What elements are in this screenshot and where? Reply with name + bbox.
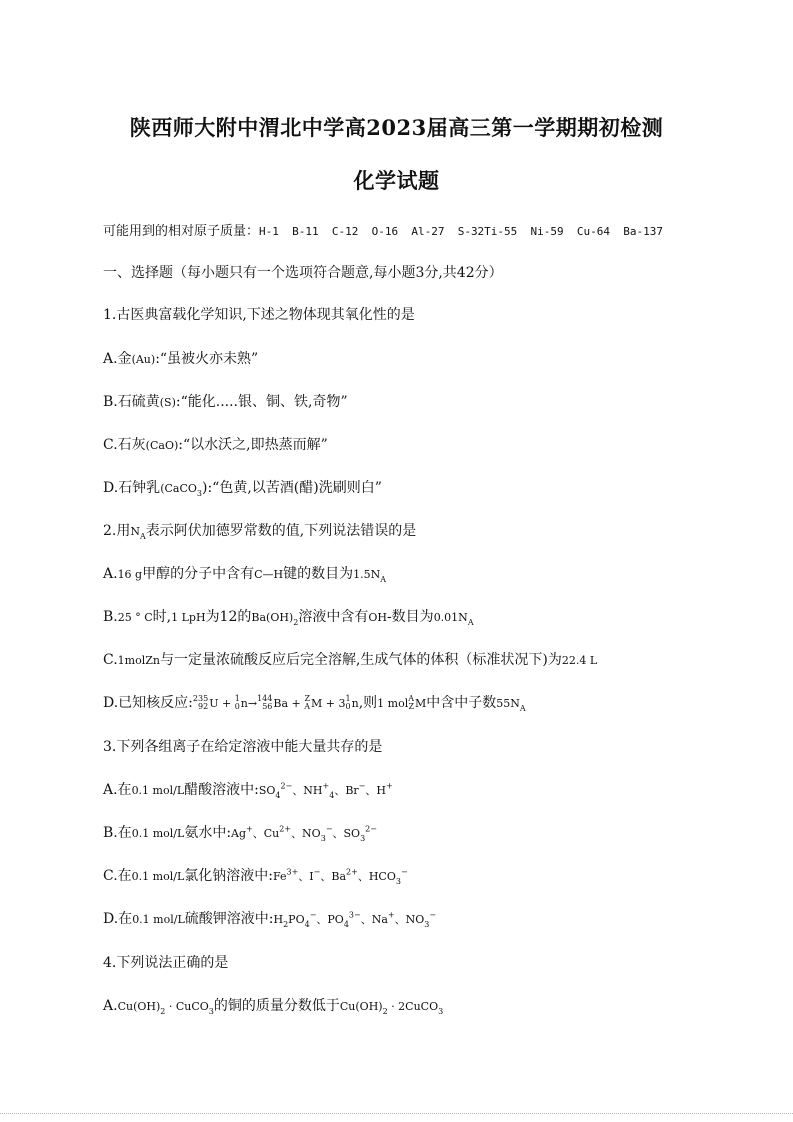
option-text: 硫酸钾溶液中: — [184, 911, 274, 927]
superscript: 2+ — [346, 867, 358, 877]
option-text: 的铜的质量分数低于 — [213, 998, 340, 1014]
atomic-mass-values: H-1 B-11 C-12 O-16 Al-27 S-32Ti-55 Ni-59 Cu-64 Ba-137 — [259, 225, 663, 238]
superscript: 3− — [348, 910, 361, 920]
formula: · 2CuCO — [387, 1000, 439, 1013]
option-text: 氯化钠溶液中: — [184, 868, 273, 884]
superscript: + — [387, 910, 395, 920]
question-2-option-d — [103, 692, 526, 713]
formula: N — [130, 525, 140, 538]
atomic-number: Z — [408, 702, 415, 711]
formula: 55N — [496, 697, 520, 710]
option-text: B.石硫黄 — [103, 394, 160, 410]
formula: Ag — [231, 827, 247, 840]
superscript: 2+ — [279, 824, 292, 834]
page-bottom-divider — [0, 1113, 793, 1114]
question-1-option-b — [103, 391, 348, 411]
option-text: -数目为 — [386, 609, 434, 625]
subscript: 3 — [424, 919, 430, 929]
atomic-number: 92 — [198, 702, 209, 711]
formula: OH — [368, 611, 387, 624]
option-text: 溶液中含有 — [298, 609, 369, 625]
question-1-option-d — [103, 477, 382, 498]
subscript: A — [467, 617, 474, 627]
formula: 1.5N — [353, 568, 381, 581]
atomic-number: 0 — [345, 702, 351, 711]
formula: (S) — [159, 396, 176, 409]
option-text: 氨水中: — [184, 825, 232, 841]
subscript: A — [519, 703, 526, 713]
formula: 、Cu — [252, 827, 280, 840]
atomic-number: 56 — [262, 702, 273, 711]
mass-number: 235 — [192, 694, 209, 703]
option-text: C.石灰 — [103, 437, 146, 453]
option-text: D.已知核反应: — [103, 695, 193, 711]
formula: U — [209, 697, 219, 710]
formula: Cu(OH) — [339, 1000, 383, 1013]
mass-number: A — [408, 694, 415, 703]
question-1-stem: 1.古医典富载化学知识,下述之物体现其氧化性的是 — [103, 307, 415, 323]
nuclide-index — [304, 695, 310, 711]
nuclide-index — [346, 695, 351, 711]
formula: 0.1 mol/L — [131, 784, 185, 797]
option-text: :“虽被火亦未熟” — [155, 351, 259, 367]
formula: PO — [288, 913, 305, 926]
superscript: − — [358, 781, 366, 791]
mass-number: 1 — [234, 694, 240, 703]
atomic-mass-line — [103, 220, 663, 239]
question-2-option-c — [103, 649, 597, 669]
superscript: − — [325, 824, 333, 834]
superscript: − — [313, 867, 321, 877]
option-text: A. — [103, 998, 118, 1014]
subscript: 3 — [360, 833, 366, 843]
question-4-option-a — [103, 995, 443, 1016]
formula: Ba — [273, 697, 289, 710]
formula: Ba(OH) — [251, 611, 294, 624]
subscript: 4 — [304, 919, 310, 929]
formula: H — [273, 913, 284, 926]
subscript: A — [380, 574, 387, 584]
option-text: B. — [103, 609, 118, 625]
formula: 、H — [365, 784, 386, 797]
option-text: :“色黄,以苦酒(醋)洗刷则白” — [207, 480, 382, 496]
option-text: A. — [103, 566, 118, 582]
superscript: − — [429, 910, 437, 920]
option-text: A.在 — [103, 782, 132, 798]
nuclide-index — [408, 695, 414, 711]
nuclide-index — [257, 695, 272, 711]
option-text: :“能化.....银、铜、铁,奇物” — [175, 394, 348, 410]
subscript: 4 — [343, 919, 349, 929]
formula: 22.4 L — [561, 654, 598, 667]
superscript: 2− — [365, 824, 377, 834]
formula: (Au) — [131, 353, 156, 366]
formula: ) — [201, 480, 208, 496]
nuclide-index — [193, 695, 208, 711]
formula: M — [311, 697, 323, 710]
option-text: ,则 — [358, 695, 378, 711]
arrow-icon: → — [247, 697, 258, 710]
superscript: + — [246, 824, 253, 834]
section-heading: 一、选择题（每小题只有一个选项符合题意,每小题3分,共42分） — [103, 265, 503, 281]
question-2-stem — [103, 520, 416, 541]
option-text: B.在 — [103, 825, 132, 841]
formula: 0.1 mol/L — [132, 913, 185, 926]
formula: 、NH — [292, 784, 323, 797]
option-text: 时, — [152, 609, 172, 625]
subscript: 3 — [208, 1006, 214, 1016]
formula: 、Ba — [320, 870, 347, 883]
superscript: + — [322, 781, 330, 791]
option-text: 与一定量浓硫酸反应后完全溶解,生成气体的体积（标准状况下)为 — [159, 652, 562, 668]
formula: + 3 — [322, 697, 346, 710]
option-text: 为12的 — [205, 609, 252, 625]
option-text: C.在 — [103, 868, 132, 884]
nuclide-index — [235, 695, 240, 711]
superscript: + — [385, 781, 393, 791]
subscript: 2 — [283, 919, 289, 929]
question-3-option-b — [103, 822, 377, 843]
formula: n — [240, 697, 248, 710]
formula: 0.1 mol/L — [131, 827, 185, 840]
formula: 0.1 mol/L — [131, 870, 185, 883]
mass-number: Z — [304, 694, 311, 703]
question-1-option-c — [103, 434, 328, 454]
formula: 、NO — [394, 913, 425, 926]
exam-subtitle: 化学试题 — [353, 168, 440, 193]
superscript: − — [309, 910, 317, 920]
formula: Cu(OH) — [117, 1000, 161, 1013]
formula: + — [218, 697, 235, 710]
subscript: 2 — [293, 617, 299, 627]
option-text: 甲醇的分子中含有 — [142, 566, 255, 582]
subscript: 3 — [438, 1006, 444, 1016]
question-4-stem: 4.下列说法正确的是 — [103, 955, 229, 971]
question-3-option-d — [103, 908, 436, 929]
atomic-number: 0 — [234, 702, 240, 711]
option-text: 键的数目为 — [283, 566, 354, 582]
formula: 、PO — [316, 913, 344, 926]
question-3-stem: 3.下列各组离子在给定溶液中能大量共存的是 — [103, 739, 383, 755]
subscript: 3 — [320, 833, 326, 843]
formula: Fe — [272, 870, 287, 883]
formula: 、I — [298, 870, 314, 883]
formula: + — [288, 697, 305, 710]
stem-text: 表示阿伏加德罗常数的值,下列说法错误的是 — [145, 523, 417, 539]
subscript: 3 — [196, 488, 202, 498]
formula: SO — [258, 784, 276, 797]
question-3-option-c — [103, 865, 408, 886]
superscript: 2− — [280, 781, 293, 791]
mass-number: 1 — [345, 694, 351, 703]
subscript: 4 — [329, 790, 335, 800]
subscript: 2 — [160, 1006, 166, 1016]
formula: 1 mol — [377, 697, 409, 710]
option-text: D.在 — [103, 911, 133, 927]
option-text: A.金 — [103, 351, 132, 367]
formula: C—H — [254, 568, 284, 581]
option-text: :“以水沃之,即热蒸而解” — [178, 437, 328, 453]
formula: 0.01N — [433, 611, 468, 624]
formula: n — [351, 697, 359, 710]
formula: 1 LpH — [171, 611, 206, 624]
formula: (CaCO — [160, 482, 197, 495]
subscript: 3 — [395, 876, 401, 886]
formula: M — [415, 697, 427, 710]
stem-text: 2.用 — [103, 523, 131, 539]
atomic-mass-label: 可能用到的相对原子质量： — [103, 224, 260, 239]
formula: 1molZn — [117, 654, 160, 667]
option-text: C. — [103, 652, 118, 668]
formula: 25 ° C — [117, 611, 153, 624]
superscript: 3+ — [286, 867, 299, 877]
formula: 、HCO — [357, 870, 396, 883]
subscript: A — [139, 531, 146, 541]
formula: 、Br — [334, 784, 359, 797]
formula: · CuCO — [165, 1000, 209, 1013]
formula: (CaO) — [145, 439, 179, 452]
subscript: 2 — [382, 1006, 388, 1016]
question-2-option-b — [103, 606, 474, 627]
option-text: D.石钟乳 — [103, 480, 161, 496]
subscript: 4 — [275, 790, 281, 800]
superscript: − — [400, 867, 408, 877]
formula: 、SO — [332, 827, 361, 840]
question-2-option-a — [103, 563, 386, 584]
mass-number: 144 — [257, 694, 273, 703]
formula: 、NO — [291, 827, 321, 840]
formula: 16 g — [117, 568, 143, 581]
exam-title: 陕西师大附中渭北中学高2023届高三第一学期期初检测 — [129, 115, 664, 140]
question-3-option-a — [103, 779, 393, 800]
formula: 、Na — [360, 913, 388, 926]
question-1-option-a — [103, 348, 258, 368]
option-text: 醋酸溶液中: — [184, 782, 259, 798]
option-text: 中含中子数 — [426, 695, 497, 711]
atomic-number: A — [304, 702, 311, 711]
